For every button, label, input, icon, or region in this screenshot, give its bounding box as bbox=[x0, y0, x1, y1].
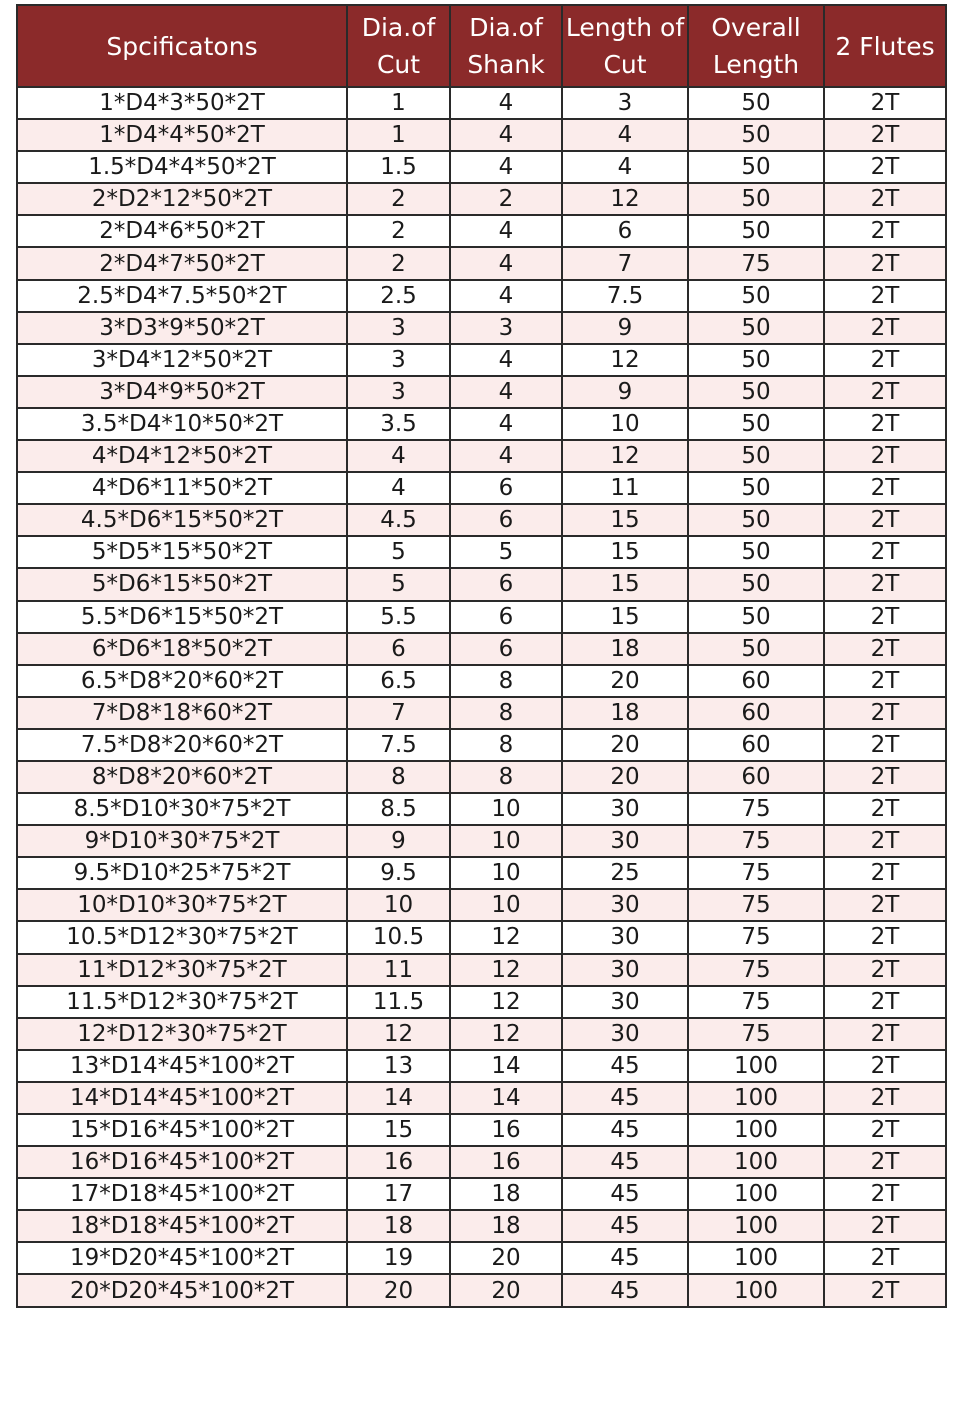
table-row bbox=[17, 119, 946, 151]
table-row bbox=[17, 376, 946, 408]
length-of-cut-cell: 30 bbox=[562, 986, 688, 1018]
length-of-cut-cell: 25 bbox=[562, 857, 688, 889]
overall-length-cell: 100 bbox=[688, 1050, 824, 1082]
length-of-cut-cell: 30 bbox=[562, 793, 688, 825]
dia-of-shank-cell: 16 bbox=[450, 1114, 562, 1146]
dia-of-cut-cell: 9 bbox=[347, 825, 450, 857]
header-length-of-cut-line2: Cut bbox=[603, 50, 647, 79]
flutes-cell: 2T bbox=[824, 1114, 946, 1146]
header-dia-of-shank bbox=[450, 5, 562, 87]
flutes-cell: 2T bbox=[824, 87, 946, 119]
flutes-cell: 2T bbox=[824, 376, 946, 408]
dia-of-shank-cell: 8 bbox=[450, 729, 562, 761]
table-row bbox=[17, 1274, 946, 1306]
dia-of-cut-cell: 1 bbox=[347, 119, 450, 151]
flutes-cell: 2T bbox=[824, 793, 946, 825]
length-of-cut-cell: 4 bbox=[562, 151, 688, 183]
overall-length-cell: 75 bbox=[688, 921, 824, 953]
overall-length-cell: 60 bbox=[688, 697, 824, 729]
length-of-cut-cell: 10 bbox=[562, 408, 688, 440]
flutes-cell: 2T bbox=[824, 857, 946, 889]
length-of-cut-cell: 45 bbox=[562, 1210, 688, 1242]
flutes-cell: 2T bbox=[824, 1178, 946, 1210]
overall-length-cell: 50 bbox=[688, 151, 824, 183]
overall-length-cell: 60 bbox=[688, 729, 824, 761]
overall-length-cell: 50 bbox=[688, 408, 824, 440]
spec-cell: 11.5*D12*30*75*2T bbox=[17, 986, 347, 1018]
dia-of-cut-cell: 7 bbox=[347, 697, 450, 729]
overall-length-cell: 50 bbox=[688, 87, 824, 119]
length-of-cut-cell: 45 bbox=[562, 1050, 688, 1082]
table-row bbox=[17, 986, 946, 1018]
dia-of-shank-cell: 16 bbox=[450, 1146, 562, 1178]
flutes-cell: 2T bbox=[824, 536, 946, 568]
overall-length-cell: 50 bbox=[688, 215, 824, 247]
dia-of-shank-cell: 6 bbox=[450, 633, 562, 665]
spec-cell: 2*D4*7*50*2T bbox=[17, 247, 347, 279]
dia-of-shank-cell: 4 bbox=[450, 151, 562, 183]
length-of-cut-cell: 20 bbox=[562, 729, 688, 761]
header-dia-of-cut-line2: Cut bbox=[376, 50, 421, 79]
table-row bbox=[17, 825, 946, 857]
spec-table bbox=[16, 4, 947, 1308]
dia-of-shank-cell: 4 bbox=[450, 215, 562, 247]
table-row bbox=[17, 183, 946, 215]
spec-cell: 9.5*D10*25*75*2T bbox=[17, 857, 347, 889]
flutes-cell: 2T bbox=[824, 697, 946, 729]
dia-of-cut-cell: 3 bbox=[347, 312, 450, 344]
spec-cell: 18*D18*45*100*2T bbox=[17, 1210, 347, 1242]
flutes-cell: 2T bbox=[824, 1050, 946, 1082]
length-of-cut-cell: 15 bbox=[562, 536, 688, 568]
dia-of-cut-cell: 5 bbox=[347, 536, 450, 568]
flutes-cell: 2T bbox=[824, 215, 946, 247]
spec-cell: 17*D18*45*100*2T bbox=[17, 1178, 347, 1210]
spec-cell: 3.5*D4*10*50*2T bbox=[17, 408, 347, 440]
length-of-cut-cell: 45 bbox=[562, 1082, 688, 1114]
header-dia-of-shank-line2: Shank bbox=[467, 50, 545, 79]
dia-of-shank-cell: 14 bbox=[450, 1050, 562, 1082]
spec-cell: 1*D4*3*50*2T bbox=[17, 87, 347, 119]
dia-of-shank-cell: 18 bbox=[450, 1178, 562, 1210]
dia-of-cut-cell: 16 bbox=[347, 1146, 450, 1178]
dia-of-shank-cell: 2 bbox=[450, 183, 562, 215]
length-of-cut-cell: 3 bbox=[562, 87, 688, 119]
header-flutes-label: 2 Flutes bbox=[835, 31, 935, 61]
table-row bbox=[17, 601, 946, 633]
dia-of-cut-cell: 19 bbox=[347, 1242, 450, 1274]
flutes-cell: 2T bbox=[824, 1274, 946, 1306]
dia-of-cut-cell: 7.5 bbox=[347, 729, 450, 761]
flutes-cell: 2T bbox=[824, 247, 946, 279]
overall-length-cell: 75 bbox=[688, 986, 824, 1018]
spec-cell: 10.5*D12*30*75*2T bbox=[17, 921, 347, 953]
dia-of-cut-cell: 2.5 bbox=[347, 280, 450, 312]
table-row bbox=[17, 665, 946, 697]
spec-table-container bbox=[16, 4, 947, 1308]
table-row bbox=[17, 954, 946, 986]
spec-cell: 7.5*D8*20*60*2T bbox=[17, 729, 347, 761]
spec-cell: 12*D12*30*75*2T bbox=[17, 1018, 347, 1050]
table-row bbox=[17, 344, 946, 376]
overall-length-cell: 100 bbox=[688, 1114, 824, 1146]
flutes-cell: 2T bbox=[824, 280, 946, 312]
dia-of-shank-cell: 18 bbox=[450, 1210, 562, 1242]
overall-length-cell: 50 bbox=[688, 504, 824, 536]
dia-of-shank-cell: 4 bbox=[450, 344, 562, 376]
flutes-cell: 2T bbox=[824, 472, 946, 504]
flutes-cell: 2T bbox=[824, 312, 946, 344]
length-of-cut-cell: 12 bbox=[562, 440, 688, 472]
dia-of-cut-cell: 2 bbox=[347, 247, 450, 279]
spec-cell: 3*D4*12*50*2T bbox=[17, 344, 347, 376]
dia-of-cut-cell: 11 bbox=[347, 954, 450, 986]
table-row bbox=[17, 568, 946, 600]
length-of-cut-cell: 4 bbox=[562, 119, 688, 151]
spec-cell: 19*D20*45*100*2T bbox=[17, 1242, 347, 1274]
flutes-cell: 2T bbox=[824, 568, 946, 600]
dia-of-cut-cell: 4 bbox=[347, 440, 450, 472]
flutes-cell: 2T bbox=[824, 344, 946, 376]
table-row bbox=[17, 921, 946, 953]
dia-of-cut-cell: 4 bbox=[347, 472, 450, 504]
flutes-cell: 2T bbox=[824, 825, 946, 857]
dia-of-cut-cell: 8 bbox=[347, 761, 450, 793]
dia-of-cut-cell: 15 bbox=[347, 1114, 450, 1146]
dia-of-shank-cell: 4 bbox=[450, 87, 562, 119]
dia-of-shank-cell: 4 bbox=[450, 408, 562, 440]
overall-length-cell: 100 bbox=[688, 1274, 824, 1306]
spec-cell: 14*D14*45*100*2T bbox=[17, 1082, 347, 1114]
header-overall-length-line1: Overall bbox=[711, 13, 801, 42]
dia-of-cut-cell: 20 bbox=[347, 1274, 450, 1306]
dia-of-cut-cell: 3 bbox=[347, 344, 450, 376]
dia-of-shank-cell: 12 bbox=[450, 954, 562, 986]
spec-cell: 5*D6*15*50*2T bbox=[17, 568, 347, 600]
flutes-cell: 2T bbox=[824, 408, 946, 440]
dia-of-cut-cell: 2 bbox=[347, 183, 450, 215]
flutes-cell: 2T bbox=[824, 986, 946, 1018]
dia-of-shank-cell: 14 bbox=[450, 1082, 562, 1114]
length-of-cut-cell: 45 bbox=[562, 1242, 688, 1274]
flutes-cell: 2T bbox=[824, 601, 946, 633]
header-dia-of-shank-line1: Dia.of bbox=[469, 13, 543, 42]
overall-length-cell: 50 bbox=[688, 633, 824, 665]
dia-of-cut-cell: 18 bbox=[347, 1210, 450, 1242]
table-row bbox=[17, 793, 946, 825]
table-row bbox=[17, 633, 946, 665]
flutes-cell: 2T bbox=[824, 183, 946, 215]
table-row bbox=[17, 889, 946, 921]
overall-length-cell: 50 bbox=[688, 280, 824, 312]
dia-of-cut-cell: 4.5 bbox=[347, 504, 450, 536]
spec-cell: 5.5*D6*15*50*2T bbox=[17, 601, 347, 633]
dia-of-shank-cell: 8 bbox=[450, 697, 562, 729]
length-of-cut-cell: 9 bbox=[562, 376, 688, 408]
flutes-cell: 2T bbox=[824, 1146, 946, 1178]
dia-of-shank-cell: 5 bbox=[450, 536, 562, 568]
dia-of-shank-cell: 6 bbox=[450, 601, 562, 633]
table-row bbox=[17, 1146, 946, 1178]
overall-length-cell: 60 bbox=[688, 761, 824, 793]
table-row bbox=[17, 857, 946, 889]
overall-length-cell: 100 bbox=[688, 1146, 824, 1178]
flutes-cell: 2T bbox=[824, 633, 946, 665]
dia-of-shank-cell: 6 bbox=[450, 568, 562, 600]
overall-length-cell: 50 bbox=[688, 440, 824, 472]
table-row bbox=[17, 504, 946, 536]
spec-cell: 2.5*D4*7.5*50*2T bbox=[17, 280, 347, 312]
header-specifications bbox=[17, 5, 347, 87]
flutes-cell: 2T bbox=[824, 151, 946, 183]
length-of-cut-cell: 7 bbox=[562, 247, 688, 279]
header-flutes bbox=[824, 5, 946, 87]
dia-of-shank-cell: 12 bbox=[450, 1018, 562, 1050]
dia-of-cut-cell: 8.5 bbox=[347, 793, 450, 825]
header-dia-of-cut-line1: Dia.of bbox=[361, 13, 436, 42]
dia-of-cut-cell: 2 bbox=[347, 215, 450, 247]
spec-cell: 6*D6*18*50*2T bbox=[17, 633, 347, 665]
spec-cell: 10*D10*30*75*2T bbox=[17, 889, 347, 921]
length-of-cut-cell: 45 bbox=[562, 1114, 688, 1146]
header-overall-length bbox=[688, 5, 824, 87]
flutes-cell: 2T bbox=[824, 504, 946, 536]
table-row bbox=[17, 215, 946, 247]
flutes-cell: 2T bbox=[824, 889, 946, 921]
spec-cell: 11*D12*30*75*2T bbox=[17, 954, 347, 986]
length-of-cut-cell: 30 bbox=[562, 825, 688, 857]
flutes-cell: 2T bbox=[824, 1242, 946, 1274]
header-row bbox=[17, 5, 946, 87]
overall-length-cell: 75 bbox=[688, 954, 824, 986]
dia-of-cut-cell: 3 bbox=[347, 376, 450, 408]
flutes-cell: 2T bbox=[824, 119, 946, 151]
overall-length-cell: 100 bbox=[688, 1242, 824, 1274]
dia-of-shank-cell: 20 bbox=[450, 1274, 562, 1306]
overall-length-cell: 100 bbox=[688, 1082, 824, 1114]
dia-of-shank-cell: 4 bbox=[450, 376, 562, 408]
dia-of-shank-cell: 4 bbox=[450, 280, 562, 312]
table-row bbox=[17, 408, 946, 440]
dia-of-cut-cell: 3.5 bbox=[347, 408, 450, 440]
length-of-cut-cell: 18 bbox=[562, 633, 688, 665]
table-row bbox=[17, 280, 946, 312]
spec-cell: 16*D16*45*100*2T bbox=[17, 1146, 347, 1178]
dia-of-cut-cell: 6.5 bbox=[347, 665, 450, 697]
dia-of-shank-cell: 12 bbox=[450, 921, 562, 953]
overall-length-cell: 75 bbox=[688, 825, 824, 857]
dia-of-cut-cell: 17 bbox=[347, 1178, 450, 1210]
flutes-cell: 2T bbox=[824, 761, 946, 793]
length-of-cut-cell: 18 bbox=[562, 697, 688, 729]
table-row bbox=[17, 247, 946, 279]
spec-cell: 2*D2*12*50*2T bbox=[17, 183, 347, 215]
table-row bbox=[17, 440, 946, 472]
overall-length-cell: 100 bbox=[688, 1210, 824, 1242]
length-of-cut-cell: 15 bbox=[562, 504, 688, 536]
dia-of-shank-cell: 10 bbox=[450, 889, 562, 921]
overall-length-cell: 50 bbox=[688, 344, 824, 376]
overall-length-cell: 50 bbox=[688, 536, 824, 568]
header-length-of-cut-line1: Length of bbox=[565, 13, 685, 42]
spec-cell: 1.5*D4*4*50*2T bbox=[17, 151, 347, 183]
flutes-cell: 2T bbox=[824, 729, 946, 761]
dia-of-shank-cell: 12 bbox=[450, 986, 562, 1018]
spec-cell: 6.5*D8*20*60*2T bbox=[17, 665, 347, 697]
flutes-cell: 2T bbox=[824, 1210, 946, 1242]
table-row bbox=[17, 1050, 946, 1082]
spec-cell: 7*D8*18*60*2T bbox=[17, 697, 347, 729]
dia-of-cut-cell: 11.5 bbox=[347, 986, 450, 1018]
dia-of-shank-cell: 10 bbox=[450, 857, 562, 889]
overall-length-cell: 50 bbox=[688, 568, 824, 600]
spec-cell: 8*D8*20*60*2T bbox=[17, 761, 347, 793]
length-of-cut-cell: 9 bbox=[562, 312, 688, 344]
table-row bbox=[17, 729, 946, 761]
spec-cell: 3*D4*9*50*2T bbox=[17, 376, 347, 408]
dia-of-shank-cell: 4 bbox=[450, 119, 562, 151]
spec-cell: 20*D20*45*100*2T bbox=[17, 1274, 347, 1306]
length-of-cut-cell: 30 bbox=[562, 921, 688, 953]
spec-cell: 4*D4*12*50*2T bbox=[17, 440, 347, 472]
spec-cell: 1*D4*4*50*2T bbox=[17, 119, 347, 151]
dia-of-shank-cell: 4 bbox=[450, 247, 562, 279]
table-row bbox=[17, 151, 946, 183]
dia-of-cut-cell: 12 bbox=[347, 1018, 450, 1050]
dia-of-cut-cell: 5.5 bbox=[347, 601, 450, 633]
length-of-cut-cell: 45 bbox=[562, 1146, 688, 1178]
overall-length-cell: 75 bbox=[688, 857, 824, 889]
dia-of-shank-cell: 4 bbox=[450, 440, 562, 472]
flutes-cell: 2T bbox=[824, 921, 946, 953]
header-dia-of-cut bbox=[347, 5, 450, 87]
overall-length-cell: 50 bbox=[688, 119, 824, 151]
dia-of-shank-cell: 6 bbox=[450, 472, 562, 504]
overall-length-cell: 50 bbox=[688, 472, 824, 504]
table-row bbox=[17, 536, 946, 568]
table-row bbox=[17, 87, 946, 119]
dia-of-cut-cell: 6 bbox=[347, 633, 450, 665]
overall-length-cell: 75 bbox=[688, 247, 824, 279]
table-row bbox=[17, 1178, 946, 1210]
dia-of-shank-cell: 8 bbox=[450, 665, 562, 697]
table-row bbox=[17, 1242, 946, 1274]
dia-of-shank-cell: 10 bbox=[450, 825, 562, 857]
flutes-cell: 2T bbox=[824, 954, 946, 986]
length-of-cut-cell: 30 bbox=[562, 954, 688, 986]
spec-cell: 3*D3*9*50*2T bbox=[17, 312, 347, 344]
spec-cell: 4.5*D6*15*50*2T bbox=[17, 504, 347, 536]
table-row bbox=[17, 1082, 946, 1114]
flutes-cell: 2T bbox=[824, 1018, 946, 1050]
spec-cell: 2*D4*6*50*2T bbox=[17, 215, 347, 247]
dia-of-cut-cell: 9.5 bbox=[347, 857, 450, 889]
table-row bbox=[17, 761, 946, 793]
overall-length-cell: 75 bbox=[688, 889, 824, 921]
length-of-cut-cell: 30 bbox=[562, 889, 688, 921]
flutes-cell: 2T bbox=[824, 1082, 946, 1114]
overall-length-cell: 50 bbox=[688, 376, 824, 408]
overall-length-cell: 60 bbox=[688, 665, 824, 697]
length-of-cut-cell: 12 bbox=[562, 183, 688, 215]
flutes-cell: 2T bbox=[824, 440, 946, 472]
dia-of-shank-cell: 10 bbox=[450, 793, 562, 825]
dia-of-shank-cell: 8 bbox=[450, 761, 562, 793]
table-row bbox=[17, 472, 946, 504]
length-of-cut-cell: 11 bbox=[562, 472, 688, 504]
spec-cell: 15*D16*45*100*2T bbox=[17, 1114, 347, 1146]
spec-cell: 9*D10*30*75*2T bbox=[17, 825, 347, 857]
length-of-cut-cell: 6 bbox=[562, 215, 688, 247]
table-row bbox=[17, 1018, 946, 1050]
flutes-cell: 2T bbox=[824, 665, 946, 697]
length-of-cut-cell: 12 bbox=[562, 344, 688, 376]
dia-of-cut-cell: 1 bbox=[347, 87, 450, 119]
length-of-cut-cell: 15 bbox=[562, 601, 688, 633]
table-header bbox=[17, 5, 946, 87]
dia-of-cut-cell: 5 bbox=[347, 568, 450, 600]
dia-of-cut-cell: 10 bbox=[347, 889, 450, 921]
dia-of-shank-cell: 3 bbox=[450, 312, 562, 344]
table-row bbox=[17, 312, 946, 344]
spec-cell: 8.5*D10*30*75*2T bbox=[17, 793, 347, 825]
overall-length-cell: 75 bbox=[688, 793, 824, 825]
header-specifications-label: Spcificatons bbox=[106, 31, 258, 61]
overall-length-cell: 100 bbox=[688, 1178, 824, 1210]
header-length-of-cut bbox=[562, 5, 688, 87]
length-of-cut-cell: 7.5 bbox=[562, 280, 688, 312]
dia-of-shank-cell: 20 bbox=[450, 1242, 562, 1274]
dia-of-shank-cell: 6 bbox=[450, 504, 562, 536]
dia-of-cut-cell: 10.5 bbox=[347, 921, 450, 953]
length-of-cut-cell: 45 bbox=[562, 1178, 688, 1210]
table-row bbox=[17, 1210, 946, 1242]
dia-of-cut-cell: 14 bbox=[347, 1082, 450, 1114]
table-row bbox=[17, 1114, 946, 1146]
overall-length-cell: 75 bbox=[688, 1018, 824, 1050]
overall-length-cell: 50 bbox=[688, 312, 824, 344]
dia-of-cut-cell: 13 bbox=[347, 1050, 450, 1082]
table-body bbox=[17, 87, 946, 1307]
header-overall-length-line2: Length bbox=[712, 50, 800, 79]
overall-length-cell: 50 bbox=[688, 601, 824, 633]
length-of-cut-cell: 20 bbox=[562, 665, 688, 697]
length-of-cut-cell: 20 bbox=[562, 761, 688, 793]
length-of-cut-cell: 30 bbox=[562, 1018, 688, 1050]
overall-length-cell: 50 bbox=[688, 183, 824, 215]
length-of-cut-cell: 45 bbox=[562, 1274, 688, 1306]
spec-cell: 5*D5*15*50*2T bbox=[17, 536, 347, 568]
dia-of-cut-cell: 1.5 bbox=[347, 151, 450, 183]
length-of-cut-cell: 15 bbox=[562, 568, 688, 600]
spec-cell: 13*D14*45*100*2T bbox=[17, 1050, 347, 1082]
table-row bbox=[17, 697, 946, 729]
spec-cell: 4*D6*11*50*2T bbox=[17, 472, 347, 504]
